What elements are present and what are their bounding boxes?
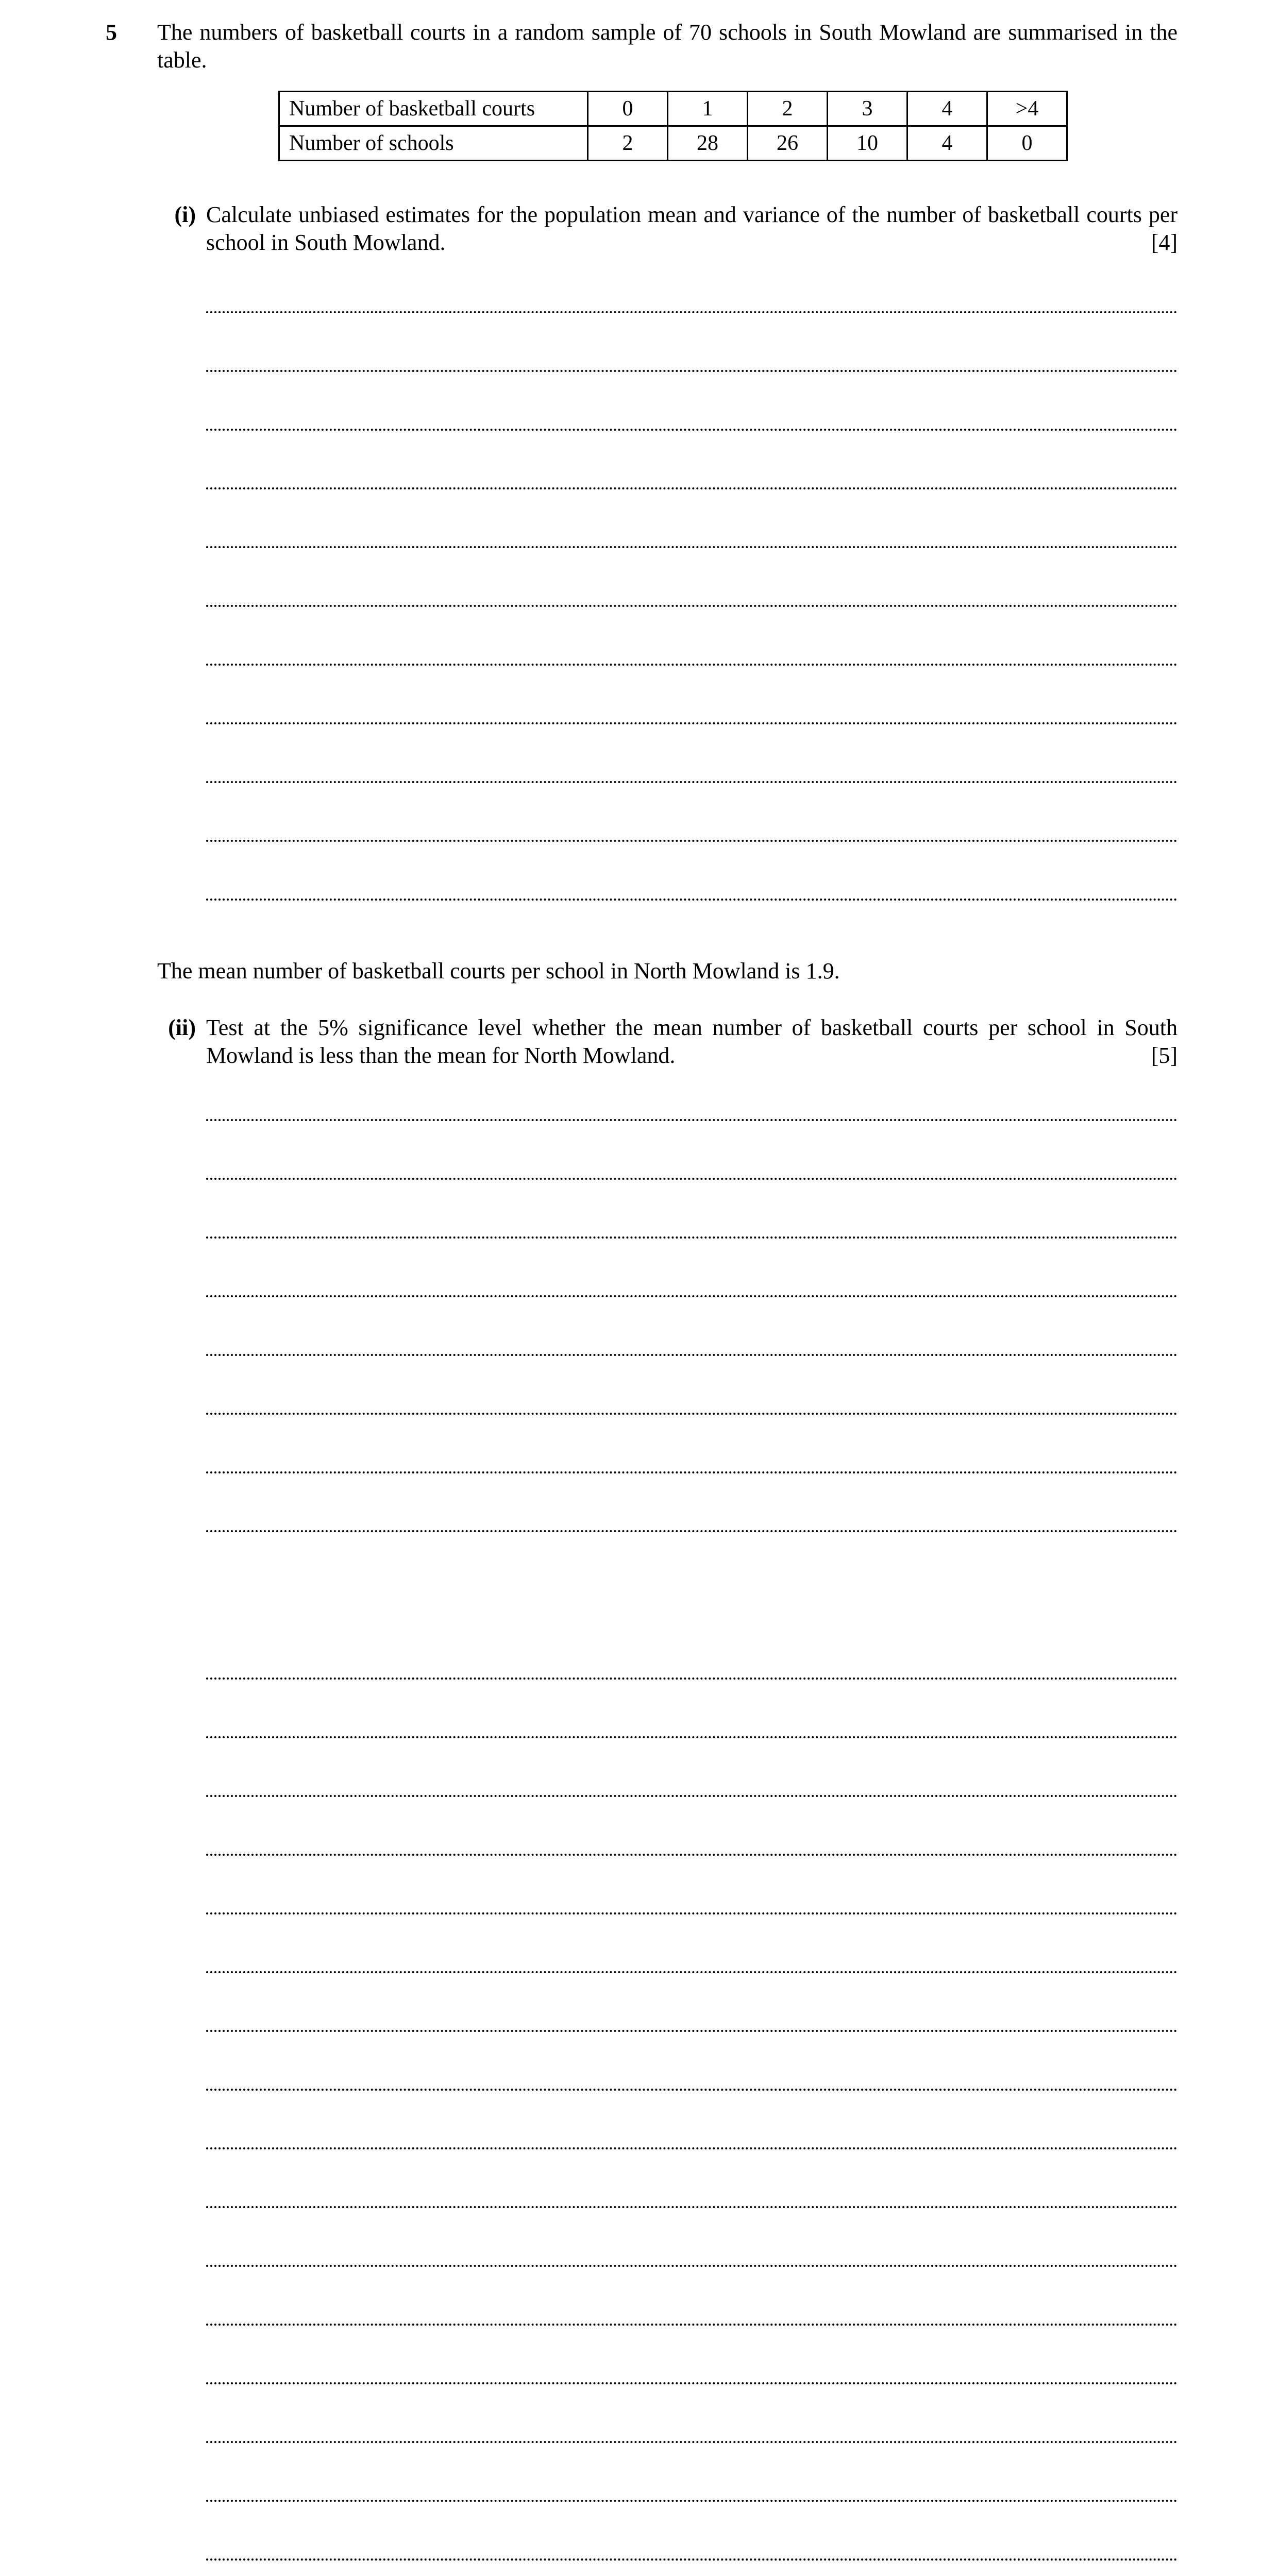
answer-line[interactable] (206, 781, 1178, 783)
answer-line[interactable] (206, 1354, 1178, 1356)
answer-line[interactable] (206, 2265, 1178, 2267)
answer-line[interactable] (206, 487, 1178, 489)
table-cell: 4 (907, 92, 987, 126)
part-ii-label: (ii) (168, 1015, 196, 1040)
answer-line[interactable] (206, 664, 1178, 666)
table-cell: 26 (748, 126, 828, 161)
table-cell: 10 (828, 126, 907, 161)
answer-line[interactable] (206, 840, 1178, 842)
answer-line[interactable] (206, 429, 1178, 431)
answer-line[interactable] (206, 2441, 1178, 2443)
answer-line[interactable] (206, 370, 1178, 372)
answer-line[interactable] (206, 1178, 1178, 1180)
table-row-courts (279, 92, 1067, 126)
part-i-marks: [4] (1151, 230, 1178, 255)
answer-line[interactable] (206, 1912, 1178, 1914)
row-header-schools: Number of schools (279, 126, 588, 161)
table-cell: 1 (668, 92, 748, 126)
data-table (278, 91, 1068, 161)
answer-line[interactable] (206, 2206, 1178, 2208)
answer-line[interactable] (206, 1236, 1178, 1239)
answer-line[interactable] (206, 311, 1178, 313)
answer-line[interactable] (206, 2382, 1178, 2384)
table-cell: 3 (828, 92, 907, 126)
answer-line[interactable] (206, 1736, 1178, 1738)
answer-line[interactable] (206, 2324, 1178, 2326)
question-number: 5 (106, 20, 117, 45)
answer-line[interactable] (206, 1413, 1178, 1415)
table-cell: 2 (588, 126, 668, 161)
answer-line[interactable] (206, 1677, 1178, 1680)
answer-line[interactable] (206, 1854, 1178, 1856)
answer-line[interactable] (206, 2147, 1178, 2149)
table-cell: 2 (748, 92, 828, 126)
table-cell: >4 (987, 92, 1067, 126)
answer-line[interactable] (206, 2089, 1178, 2091)
answer-line[interactable] (206, 546, 1178, 548)
row-header-courts: Number of basketball courts (279, 92, 588, 126)
answer-line[interactable] (206, 899, 1178, 901)
answer-line[interactable] (206, 1795, 1178, 1797)
north-mowland-statement: The mean number of basketball courts per school in North Mowland is 1.9. (157, 958, 840, 984)
part-i-label: (i) (174, 202, 196, 227)
part-i-text: Calculate unbiased estimates for the population mean and variance of the number of basketball courts per school in South Mowland. (206, 202, 1178, 255)
table-cell: 0 (987, 126, 1067, 161)
answer-line[interactable] (206, 2030, 1178, 2032)
table-cell: 4 (907, 126, 987, 161)
answer-line[interactable] (206, 1119, 1178, 1121)
part-ii-marks: [5] (1151, 1043, 1178, 1068)
answer-line[interactable] (206, 1530, 1178, 1532)
answer-line[interactable] (206, 1971, 1178, 1973)
table-cell: 0 (588, 92, 668, 126)
table-row-schools (279, 126, 1067, 161)
answer-line[interactable] (206, 1295, 1178, 1297)
question-intro: The numbers of basketball courts in a random sample of 70 schools in South Mowland are summarised in the table. (157, 20, 1178, 73)
answer-line[interactable] (206, 722, 1178, 724)
table-cell: 28 (668, 126, 748, 161)
answer-line[interactable] (206, 2558, 1178, 2561)
answer-line[interactable] (206, 605, 1178, 607)
part-ii-text: Test at the 5% significance level whether the mean number of basketball courts per school in South Mowland is less than the mean for North Mowland. (206, 1015, 1178, 1068)
answer-line[interactable] (206, 2500, 1178, 2502)
answer-line[interactable] (206, 1471, 1178, 1473)
